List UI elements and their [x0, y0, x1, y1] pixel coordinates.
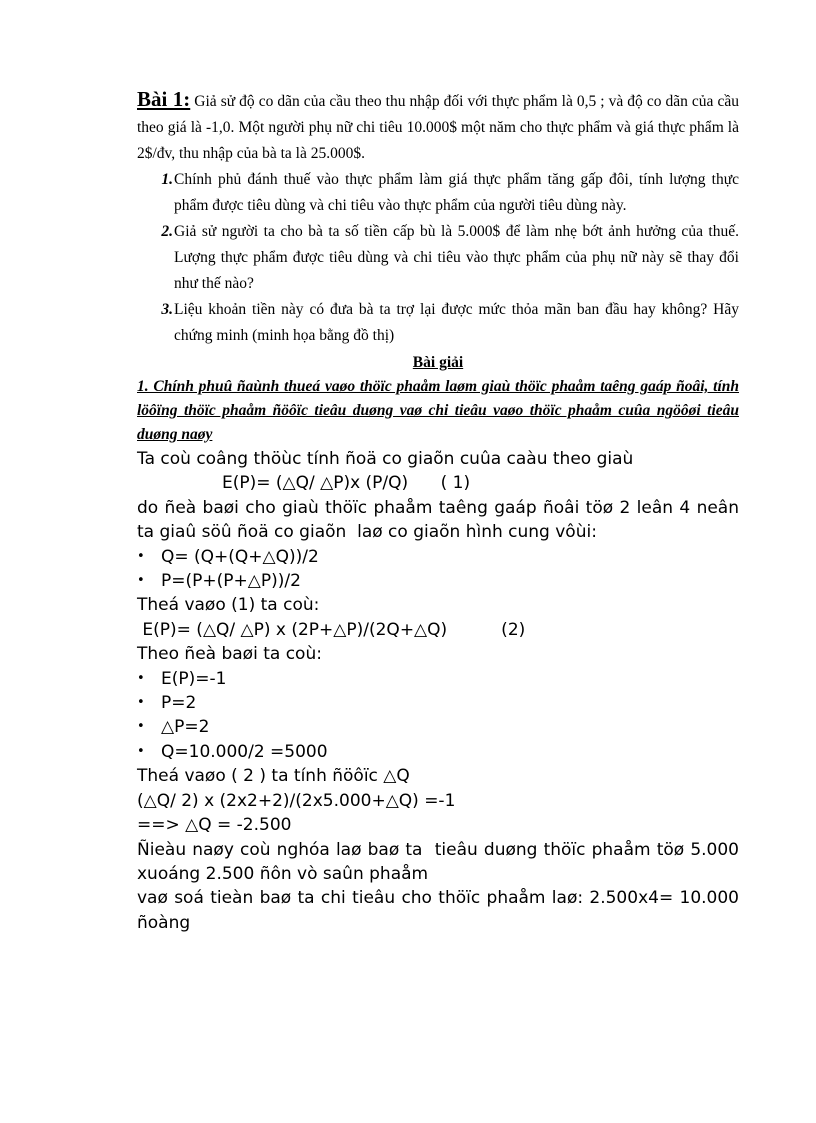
conclusion-2: vaø soá tieàn baø ta chi tieâu cho thöïc phaåm laø: 2.500x4= 10.000 ñoàng	[137, 888, 745, 933]
paragraph-arc-elasticity: do ñeà baøi cho giaù thöïc phaåm taêng gaáp ñoâi töø 2 leân 4 neân ta giaû söû ñoä co giaõn laø co giaõn hình cung vôùi:	[137, 497, 745, 543]
list-item: • P=(P+(P+△P))/2	[137, 569, 739, 593]
question-number: 1.	[161, 171, 173, 188]
given-intro: Theo ñeà baøi ta coù:	[137, 644, 322, 665]
question-list	[137, 167, 739, 349]
list-item: • Q=10.000/2 =5000	[137, 740, 739, 764]
question-item	[137, 167, 739, 219]
question-item	[137, 219, 739, 297]
solution-title: Bài giải	[412, 354, 464, 371]
question-text: Chính phủ đánh thuế vào thực phẩm làm giá thực phẩm tăng gấp đôi, tính lượng thực phẩm được tiêu dùng và chi tiêu vào thực phẩm của người tiêu dùng này.	[174, 171, 739, 214]
problem-text: Giả sử độ co dãn của cầu theo thu nhập đối với thực phẩm là 0,5 ; và độ co dãn của cầu theo giá là -1,0. Một người phụ nữ chi tiêu 10.000$ một năm cho thực phẩm và giá thực phẩm là 2$/đv, thu nhập của bà ta là 25.000$.	[137, 93, 739, 162]
intro-text: Ta coù coâng thöùc tính ñoä co giaõn cuûa caàu theo giaù	[137, 449, 634, 469]
equation: (△Q/ 2) x (2x2+2)/(2x5.000+△Q) =-1	[137, 790, 456, 811]
page-content	[137, 86, 745, 935]
formula-1: E(P)= (△Q/ △P)x (P/Q) ( 1)	[222, 473, 471, 494]
given-bullet-list	[137, 667, 739, 765]
list-item: • △P=2	[137, 715, 739, 739]
list-item: • E(P)=-1	[137, 667, 739, 691]
substitute-text-2: Theá vaøo ( 2 ) ta tính ñöôïc △Q	[137, 766, 410, 787]
list-item: • P=2	[137, 691, 739, 715]
conclusion-1: Ñieàu naøy coù nghóa laø baø ta tieâu duøng thöïc phaåm töø 5.000 xuoáng 2.500 ñôn vò saûn phaåm	[137, 839, 745, 884]
question-number: 2.	[161, 223, 173, 240]
arc-bullet-list	[137, 545, 739, 594]
question-number: 3.	[161, 301, 173, 318]
result: ==> △Q = -2.500	[137, 815, 292, 836]
problem-statement	[137, 86, 739, 167]
question-item	[137, 297, 739, 349]
section-heading: 1. Chính phuû ñaùnh thueá vaøo thöïc phaåm laøm giaù thöïc phaåm taêng gaáp ñoâi, tính löôïng thöïc phaåm ñöôïc tieâu duøng vaø chi tieâu vaøo thöïc phaåm cuûa ngöôøi tieâu duøng naøy	[137, 378, 739, 443]
question-text: Giả sử người ta cho bà ta số tiền cấp bù là 5.000$ để làm nhẹ bớt ảnh hưởng của thuế. Lượng thực phẩm được tiêu dùng và chi tiêu vào thực phẩm của phụ nữ này sẽ thay đổi như thế nào?	[174, 223, 739, 292]
question-text: Liệu khoản tiền này có đưa bà ta trợ lại được mức thỏa mãn ban đầu hay không? Hãy chứng minh (minh họa bằng đồ thị)	[174, 301, 739, 344]
list-item: • Q= (Q+(Q+△Q))/2	[137, 545, 739, 569]
substitute-text-1: Theá vaøo (1) ta coù:	[137, 595, 320, 616]
problem-label: Bài 1:	[137, 87, 191, 111]
formula-2: E(P)= (△Q/ △P) x (2P+△P)/(2Q+△Q) (2)	[137, 619, 526, 640]
